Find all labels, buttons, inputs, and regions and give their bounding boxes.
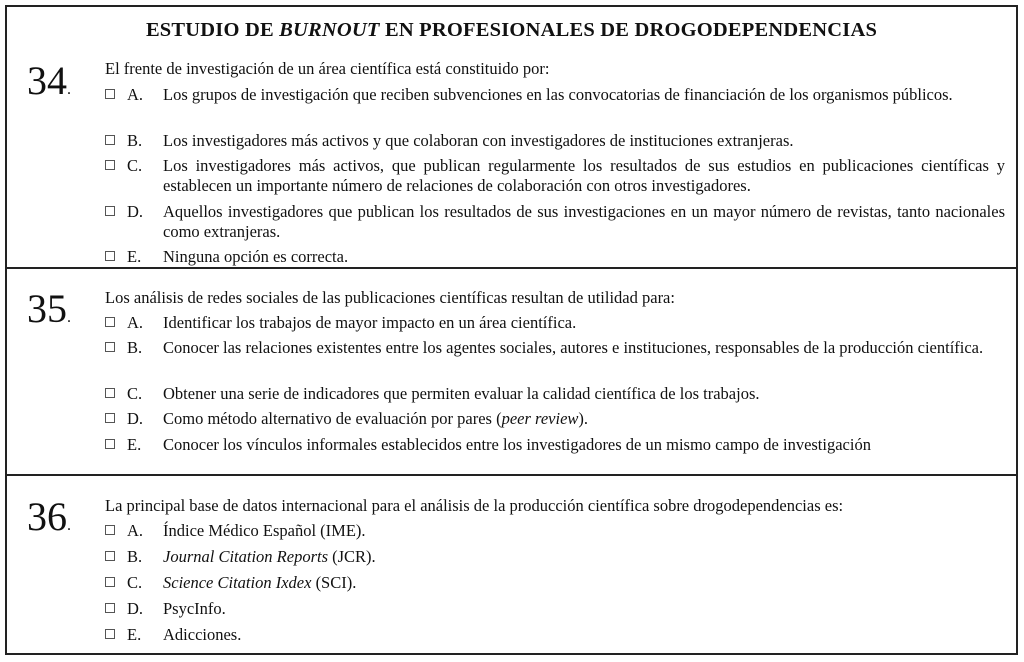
option-text: Conocer los vínculos informales establecidos entre los investigadores de un mismo campo de investigación [163, 435, 871, 454]
question-stem-36: La principal base de datos internacional para el análisis de la producción científica sobre drogodependencias es: [105, 496, 844, 515]
checkbox[interactable] [105, 577, 115, 587]
option-text: Adicciones. [163, 625, 242, 644]
checkbox[interactable] [105, 206, 115, 216]
title-prefix: ESTUDIO DE [145, 19, 280, 41]
option-36-e[interactable]: E. Adicciones. [105, 625, 1005, 645]
checkbox[interactable] [105, 135, 115, 145]
option-35-a[interactable]: A. Identificar los trabajos de mayor impacto en un área científica. [105, 313, 1005, 333]
option-text: Los grupos de investigación que reciben subvenciones en las convocatorias de financiación de los organismos públicos. [163, 85, 953, 104]
checkbox[interactable] [105, 525, 115, 535]
question-number-36: 36. [27, 494, 71, 539]
title-suffix: EN PROFESIONALES DE DROGODEPENDENCIAS [379, 19, 878, 41]
option-text: Conocer las relaciones existentes entre los agentes sociales, autores e instituciones, responsables de la producción científica. [163, 338, 984, 357]
option-34-a[interactable]: A. Los grupos de investigación que reciben subvenciones en las convocatorias de financiación de los organismos públicos. [105, 85, 1005, 105]
option-text: Identificar los trabajos de mayor impacto en un área científica. [163, 313, 577, 332]
checkbox[interactable] [105, 89, 115, 99]
option-35-b[interactable]: B. Conocer las relaciones existentes entre los agentes sociales, autores e instituciones, responsables de la producción científica. [105, 338, 1005, 358]
checkbox[interactable] [105, 317, 115, 327]
option-35-d[interactable]: D. Como método alternativo de evaluación por pares (peer review). [105, 409, 1005, 429]
option-text: Science Citation Ixdex (SCI). [163, 573, 357, 592]
option-text: Índice Médico Español (IME). [163, 521, 366, 540]
option-36-a[interactable]: A. Índice Médico Español (IME). [105, 521, 1005, 541]
option-text: Obtener una serie de indicadores que permiten evaluar la calidad científica de los trabajos. [163, 384, 760, 403]
checkbox[interactable] [105, 342, 115, 352]
section-divider [7, 474, 1016, 476]
option-35-c[interactable]: C. Obtener una serie de indicadores que permiten evaluar la calidad científica de los trabajos. [105, 384, 1005, 404]
option-text: Los investigadores más activos y que colaboran con investigadores de instituciones extranjeras. [163, 131, 794, 150]
question-stem-34: El frente de investigación de un área científica está constituido por: [105, 59, 550, 78]
option-36-d[interactable]: D. PsycInfo. [105, 599, 1005, 619]
checkbox[interactable] [105, 413, 115, 423]
option-text: Aquellos investigadores que publican los resultados de sus investigaciones en un mayor número de revistas, tanto nacionales como extranjeras. [163, 202, 1005, 241]
question-number-35: 35. [27, 286, 71, 331]
title-italic: BURNOUT [279, 19, 380, 41]
checkbox[interactable] [105, 251, 115, 261]
option-36-b[interactable]: B. Journal Citation Reports (JCR). [105, 547, 1005, 567]
option-35-e[interactable]: E. Conocer los vínculos informales establecidos entre los investigadores de un mismo campo de investigación [105, 435, 1005, 455]
option-text: Journal Citation Reports (JCR). [163, 547, 376, 566]
option-34-e[interactable]: E. Ninguna opción es correcta. [105, 247, 1005, 267]
option-36-c[interactable]: C. Science Citation Ixdex (SCI). [105, 573, 1005, 593]
exam-page-frame [5, 5, 1018, 655]
checkbox[interactable] [105, 629, 115, 639]
option-text: PsycInfo. [163, 599, 226, 618]
checkbox[interactable] [105, 603, 115, 613]
option-34-b[interactable]: B. Los investigadores más activos y que colaboran con investigadores de instituciones extranjeras. [105, 131, 1005, 151]
option-text: Los investigadores más activos, que publican regularmente los resultados de sus estudios en publicaciones científicas y establecen un importante número de relaciones de colaboración con otros investigadores. [163, 156, 1005, 195]
option-34-c[interactable]: C. Los investigadores más activos, que publican regularmente los resultados de sus estudios en publicaciones científicas y establecen un importante número de relaciones de colaboración con otros investigadores. [105, 156, 1005, 196]
checkbox[interactable] [105, 439, 115, 449]
page-title [7, 19, 1016, 42]
checkbox[interactable] [105, 551, 115, 561]
section-divider [7, 267, 1016, 269]
checkbox[interactable] [105, 388, 115, 398]
option-text: Como método alternativo de evaluación por pares (peer review). [163, 409, 589, 428]
option-text: Ninguna opción es correcta. [163, 247, 349, 266]
option-34-d[interactable]: D. Aquellos investigadores que publican los resultados de sus investigaciones en un mayor número de revistas, tanto nacionales como extranjeras. [105, 202, 1005, 242]
question-stem-35: Los análisis de redes sociales de las publicaciones científicas resultan de utilidad para: [105, 288, 675, 307]
question-number-34: 34. [27, 58, 71, 103]
checkbox[interactable] [105, 160, 115, 170]
